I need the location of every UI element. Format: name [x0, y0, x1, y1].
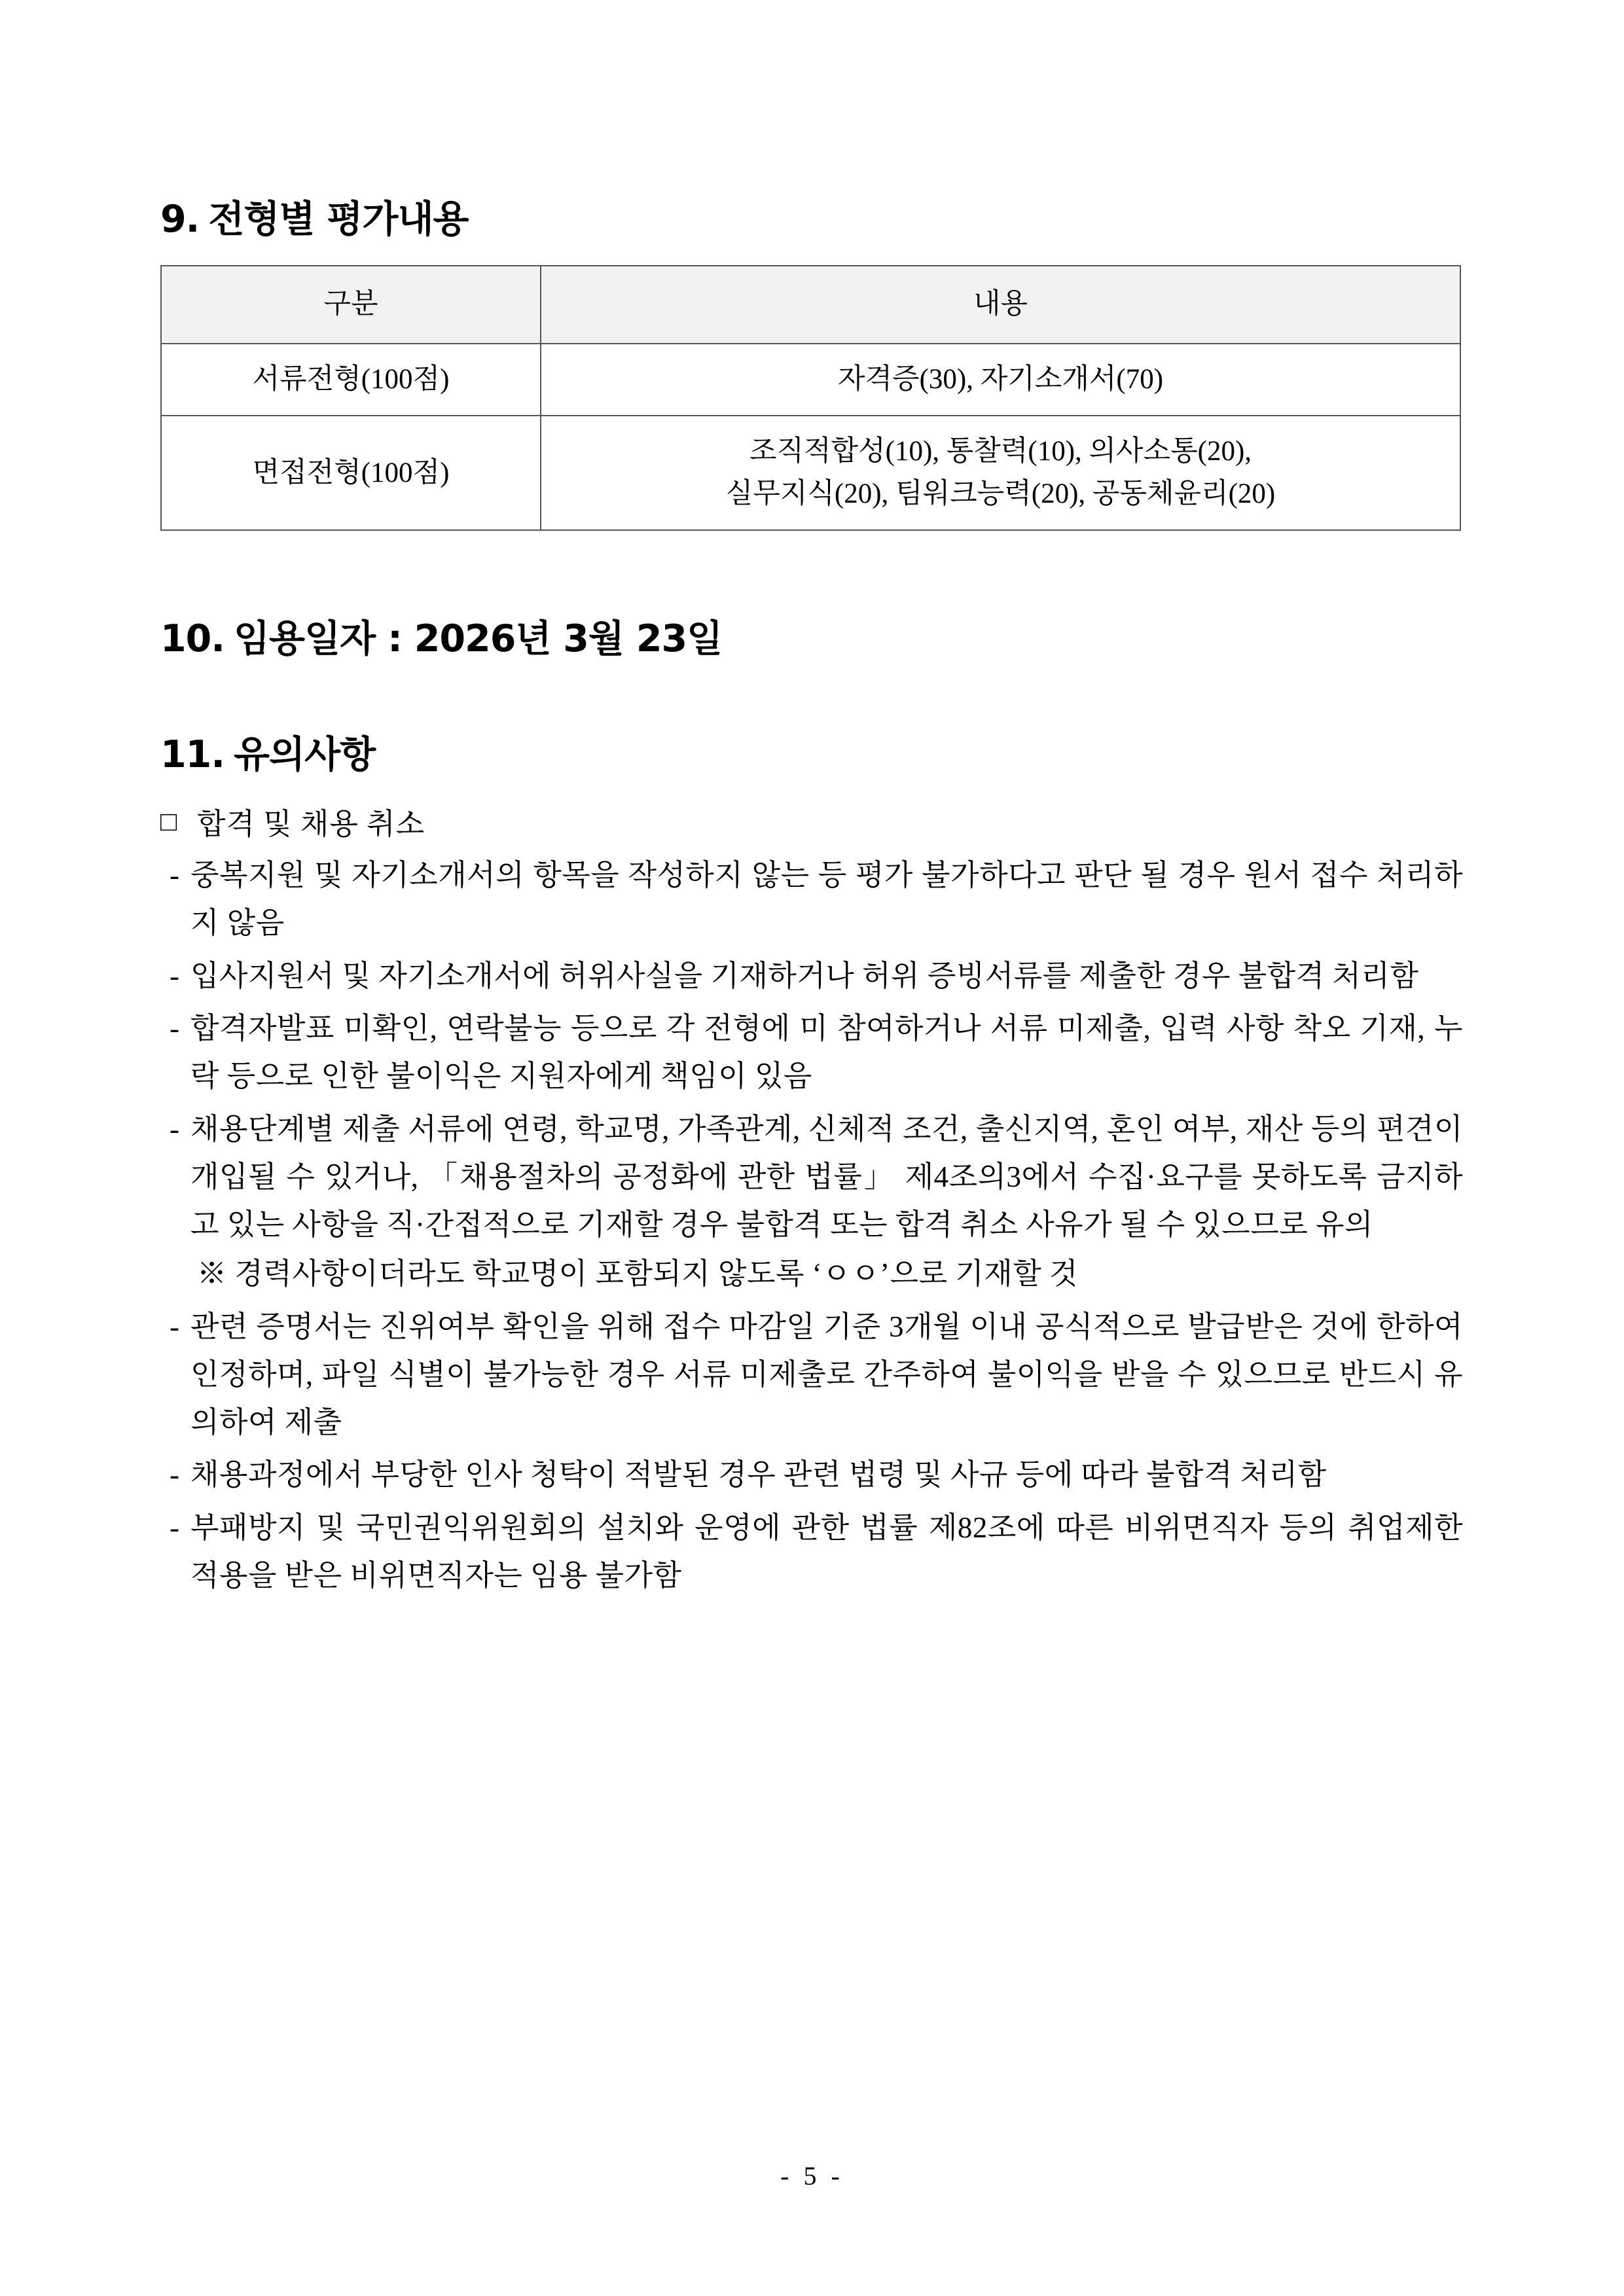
section-number: 10. — [160, 617, 225, 661]
notice-subheading — [160, 800, 1463, 848]
list-item-body — [190, 1303, 1463, 1446]
list-item — [160, 952, 1463, 1000]
list-item-text: 관련 증명서는 진위여부 확인을 위해 접수 마감일 기준 3개월 이내 공식적으로 발급받은 것에 한하여 인정하며, 파일 식별이 불가능한 경우 서류 미제출로 간주하여 불이익을 받을 수 있으므로 반드시 유의하여 제출 — [190, 1310, 1463, 1439]
list-item-text: 부패방지 및 국민권익위원회의 설치와 운영에 관한 법률 제82조에 따른 비위면직자 등의 취업제한 적용을 받은 비위면직자는 임용 불가함 — [190, 1511, 1463, 1592]
square-bullet-icon: □ — [160, 806, 177, 837]
notice-subheading-label: 합격 및 채용 취소 — [197, 807, 425, 840]
list-item-text: 채용과정에서 부당한 인사 청탁이 적발된 경우 관련 법령 및 사규 등에 따라 불합격 처리함 — [190, 1458, 1327, 1492]
list-item-body — [190, 952, 1463, 1000]
list-item-note: ※ 경력사항이더라도 학교명이 포함되지 않도록 ‘ㅇㅇ’으로 기재할 것 — [197, 1257, 1078, 1290]
table-cell-content — [541, 416, 1460, 530]
evaluation-table — [160, 265, 1461, 531]
section-heading-appointment — [160, 616, 1463, 662]
list-item — [160, 1005, 1463, 1100]
table-header-content: 내용 — [541, 266, 1460, 344]
dash-bullet-icon: - — [170, 1310, 179, 1343]
section-title: 전형별 평가내용 — [208, 198, 469, 241]
table-cell-content-line: 실무지식(20), 팀워크능력(20), 공동체윤리(20) — [725, 478, 1276, 509]
section-heading-evaluation — [160, 196, 1463, 243]
section-number: 9. — [160, 198, 200, 241]
dash-bullet-icon: - — [170, 1511, 179, 1545]
notice-block — [160, 800, 1463, 1600]
table-cell-content-line: 조직적합성(10), 통찰력(10), 의사소통(20), — [749, 436, 1252, 467]
table-cell-content: 자격증(30), 자기소개서(70) — [541, 344, 1460, 416]
section-title: 유의사항 — [233, 732, 376, 776]
list-item-body — [190, 1005, 1463, 1100]
list-item — [160, 1451, 1463, 1499]
table-header-row — [161, 266, 1460, 344]
section-heading-notice — [160, 732, 1463, 778]
dash-bullet-icon: - — [170, 1113, 179, 1146]
page-content — [160, 196, 1463, 1600]
list-item-text: 채용단계별 제출 서류에 연령, 학교명, 가족관계, 신체적 조건, 출신지역, 혼인 여부, 재산 등의 편견이 개입될 수 있거나, 「채용절차의 공정화에 관한 법률」 제4조의3에서 수집·요구를 못하도록 금지하고 있는 사항을 직·간접적으로 기재할 경우 불합격 또는 합격 취소 사유가 될 수 있으므로 유의 — [190, 1113, 1463, 1241]
dash-bullet-icon: - — [170, 959, 179, 992]
list-item — [160, 1303, 1463, 1446]
page-number: - 5 - — [780, 2161, 844, 2191]
section-title: 임용일자 : 2026년 3월 23일 — [233, 617, 723, 661]
table-row — [161, 416, 1460, 530]
table-row — [161, 344, 1460, 416]
notice-item-list — [160, 852, 1463, 1600]
list-item-text: 합격자발표 미확인, 연락불능 등으로 각 전형에 미 참여하거나 서류 미제출, 입력 사항 착오 기재, 누락 등으로 인한 불이익은 지원자에게 책임이 있음 — [190, 1012, 1463, 1093]
table-header-division: 구분 — [161, 266, 541, 344]
list-item-text: 중복지원 및 자기소개서의 항목을 작성하지 않는 등 평가 불가하다고 판단 될 경우 원서 접수 처리하지 않음 — [190, 858, 1463, 939]
dash-bullet-icon: - — [170, 858, 179, 891]
table-cell-division: 서류전형(100점) — [161, 344, 541, 416]
list-item-body — [190, 1105, 1463, 1298]
list-item — [160, 1105, 1463, 1298]
list-item-text: 입사지원서 및 자기소개서에 허위사실을 기재하거나 허위 증빙서류를 제출한 경우 불합격 처리함 — [190, 959, 1419, 992]
section-number: 11. — [160, 732, 225, 776]
list-item-body — [190, 1504, 1463, 1600]
dash-bullet-icon: - — [170, 1458, 179, 1492]
list-item-body — [190, 852, 1463, 947]
list-item — [160, 852, 1463, 947]
list-item-body — [190, 1451, 1463, 1499]
dash-bullet-icon: - — [170, 1012, 179, 1045]
list-item — [160, 1504, 1463, 1600]
table-cell-division: 면접전형(100점) — [161, 416, 541, 530]
